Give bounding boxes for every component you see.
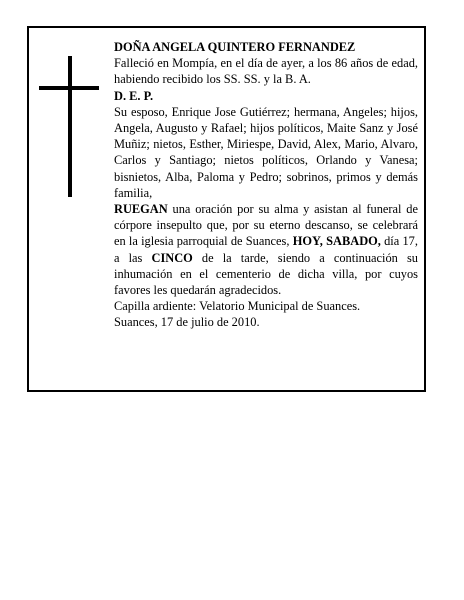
obituary-notice	[27, 26, 426, 392]
deceased-name: DOÑA ANGELA QUINTERO FERNANDEZ	[114, 40, 356, 54]
cross-horizontal-bar	[39, 86, 99, 90]
request-text-3: de la tarde, siendo a continuación su inhumación en el cementerio de dicha villa, por cuyos favores les quedarán agradecidos.	[114, 250, 418, 298]
ruegan-label: RUEGAN	[114, 202, 168, 217]
death-notice: Falleció en Mompía, en el día de ayer, a los 86 años de edad, habiendo recibido los SS. SS. y la B. A.	[114, 56, 418, 87]
family-list: Su esposo, Enrique Jose Gutiérrez; hermana, Angeles; hijos, Angela, Augusto y Rafael; hijos políticos, Maite Sanz y José Muñiz; nietos, Esther, Miriespe, David, Alex, Mario, Alvaro, Carlos y Santiago; nietos políticos, Orlando y Vanesa; bisnietos, Alba, Paloma y Pedro; sobrinos, primos y demás familia,	[114, 104, 418, 200]
request-text-1: una oración por su alma y asistan al funeral de córpore insepulto que, por su eterno descanso, se celebrará en la iglesia parroquial de Suances,	[114, 202, 418, 249]
hoy-sabado-label: HOY, SABADO,	[292, 234, 381, 249]
request-text-2: día 17, a las	[114, 234, 418, 265]
chapel-info: Capilla ardiente: Velatorio Municipal de Suances.	[114, 299, 361, 314]
rip-abbreviation: D. E. P.	[114, 88, 154, 103]
place-date: Suances, 17 de julio de 2010.	[114, 315, 260, 330]
obituary-text	[114, 39, 418, 331]
cinco-label: CINCO	[151, 250, 193, 265]
funeral-request	[114, 201, 418, 298]
cross-vertical-bar	[68, 56, 72, 197]
